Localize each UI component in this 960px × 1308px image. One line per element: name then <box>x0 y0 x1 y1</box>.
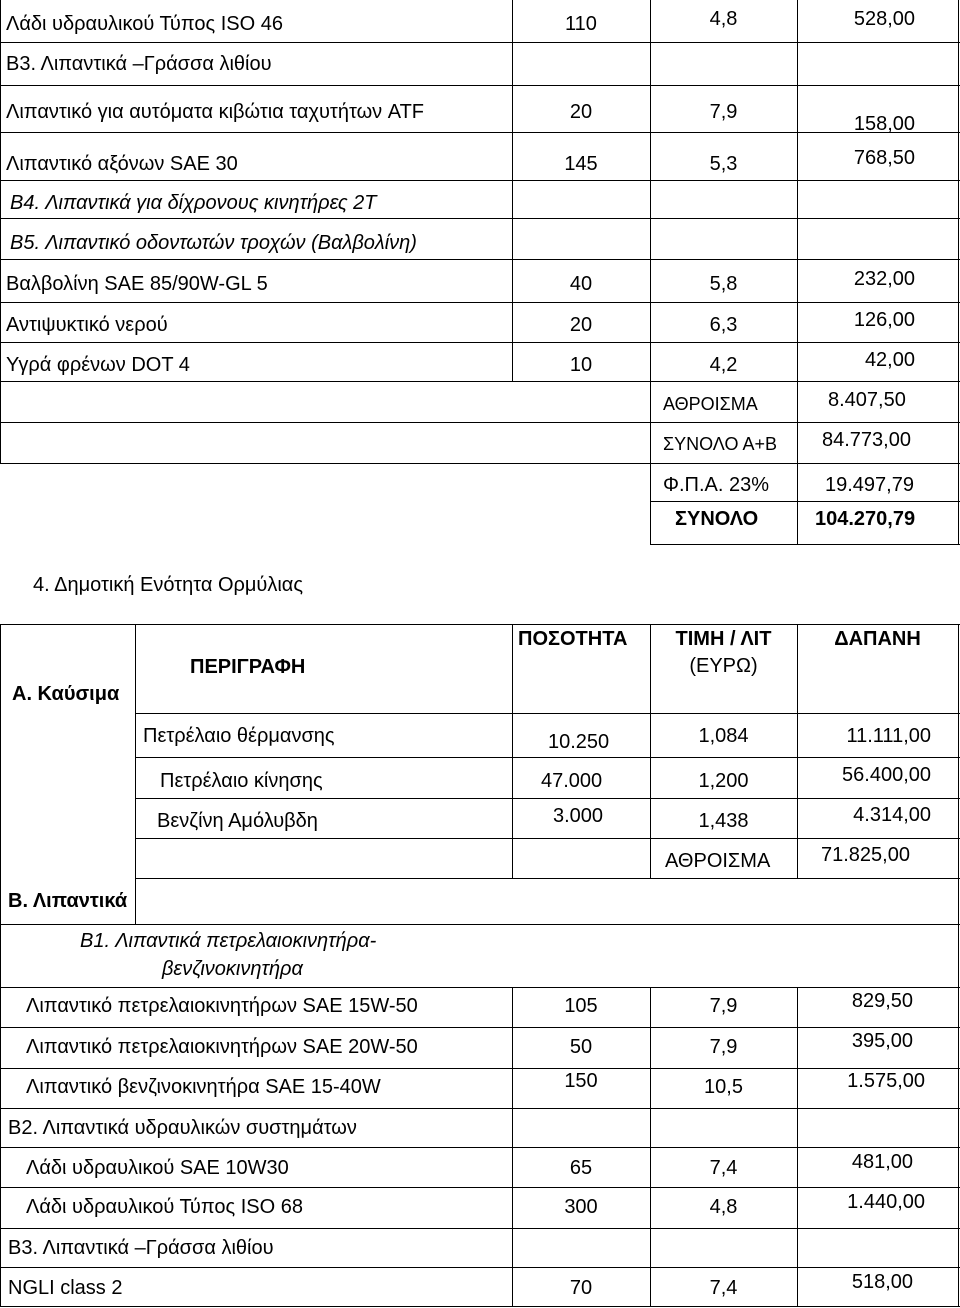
table-rule <box>512 624 513 878</box>
fuel-price: 1,438 <box>698 810 749 832</box>
row-quantity: 20 <box>569 101 593 123</box>
group-heading: Β3. Λιπαντικά –Γράσσα λιθίου <box>8 1237 274 1259</box>
row-price: 4,8 <box>709 8 738 30</box>
table-rule <box>135 798 960 799</box>
table-rule <box>135 624 136 924</box>
row-quantity: 110 <box>565 13 597 35</box>
column-header-price-unit: (ΕΥΡΩ) <box>689 655 758 677</box>
lubricant-quantity: 105 <box>564 995 598 1017</box>
table-rule <box>135 757 960 758</box>
table-rule <box>0 463 960 464</box>
table-rule <box>650 544 960 545</box>
table-rule <box>0 42 960 43</box>
lubricant-description: Λάδι υδραυλικού SAE 10W30 <box>26 1157 289 1179</box>
lubricant-cost: 1.575,00 <box>847 1070 925 1092</box>
row-cost: 768,50 <box>853 147 915 169</box>
row-cost: 42,00 <box>864 349 915 371</box>
lubricant-description: Λάδι υδραυλικού Τύπος ISO 68 <box>26 1196 303 1218</box>
table-rule <box>0 1027 960 1028</box>
fuel-quantity: 3.000 <box>553 805 604 827</box>
fuel-description: Πετρέλαιο θέρμανσης <box>143 725 335 747</box>
row-cost: 126,00 <box>853 309 915 331</box>
table-rule <box>650 0 651 544</box>
lubricant-quantity: 300 <box>564 1196 598 1218</box>
fuel-price: 1,200 <box>698 770 749 792</box>
lubricant-cost: 395,00 <box>851 1030 913 1052</box>
total-ab-label: ΣΥΝΟΛΟ Α+Β <box>663 434 777 454</box>
table-rule <box>797 624 798 878</box>
fuel-quantity: 47.000 <box>541 770 603 792</box>
sum-value: 8.407,50 <box>828 389 906 411</box>
grand-total-label: ΣΥΝΟΛΟ <box>675 508 759 530</box>
subgroup-code <box>80 930 376 952</box>
table-rule <box>135 713 960 714</box>
table-rule <box>0 180 960 181</box>
fuel-cost: 56.400,00 <box>842 764 931 786</box>
table-rule <box>0 1228 960 1229</box>
table-rule <box>0 1147 960 1148</box>
row-price: 6,3 <box>709 314 738 336</box>
row-cost: 158,00 <box>853 113 915 135</box>
section-title: 4. Δημοτική Ενότητα Ορμύλιας <box>33 574 303 596</box>
row-price: 5,3 <box>709 153 738 175</box>
column-header-quantity: ΠΟΣΟΤΗΤΑ <box>518 628 628 650</box>
lubricant-quantity: 70 <box>569 1277 593 1299</box>
sum-label: ΑΘΡΟΙΣΜΑ <box>663 394 758 414</box>
fuel-cost: 11.111,00 <box>846 725 931 747</box>
table-rule <box>0 1068 960 1069</box>
table-rule <box>958 0 959 544</box>
lubricant-price: 7,9 <box>709 1036 738 1058</box>
fuel-price: 1,084 <box>698 725 749 747</box>
table-rule <box>0 381 960 382</box>
total-ab-value: 84.773,00 <box>822 429 911 451</box>
table-rule <box>0 422 960 423</box>
table-rule <box>650 987 651 1306</box>
row-cost: 232,00 <box>853 268 915 290</box>
lubricant-cost: 518,00 <box>851 1271 913 1293</box>
row-description: Λάδι υδραυλικού Τύπος ISO 46 <box>6 13 283 35</box>
row-description: Υγρά φρένων DOT 4 <box>6 354 190 376</box>
lubricant-price: 7,9 <box>709 995 738 1017</box>
table-rule <box>0 924 960 925</box>
table-rule <box>0 259 960 260</box>
table-rule <box>0 987 960 988</box>
row-description: Αντιψυκτικό νερού <box>6 314 168 336</box>
group-heading: Β2. Λιπαντικά υδραυλικών συστημάτων <box>8 1117 357 1139</box>
row-quantity: 10 <box>569 354 593 376</box>
vat-value: 19.497,79 <box>825 474 914 496</box>
row-cost: 528,00 <box>853 8 915 30</box>
category-a-label: Α. Καύσιμα <box>12 683 120 705</box>
row-price: 7,9 <box>709 101 738 123</box>
fuel-description: Πετρέλαιο κίνησης <box>160 770 323 792</box>
lubricant-quantity: 65 <box>569 1157 593 1179</box>
fuels-sum-label: ΑΘΡΟΙΣΜΑ <box>665 850 771 872</box>
table-rule <box>0 0 1 463</box>
lubricant-description: NGLI class 2 <box>8 1277 123 1299</box>
lubricant-quantity: 150 <box>564 1070 598 1092</box>
lubricant-price: 10,5 <box>704 1076 743 1098</box>
row-price: 5,8 <box>709 273 738 295</box>
lubricant-cost: 1.440,00 <box>847 1191 925 1213</box>
grand-total-value: 104.270,79 <box>815 508 916 530</box>
table-rule <box>0 342 960 343</box>
table-rule <box>0 1187 960 1188</box>
lubricant-description: Λιπαντικό βενζινοκινητήρα SAE 15-40W <box>26 1076 381 1098</box>
table-rule <box>0 1108 960 1109</box>
table-rule <box>0 1267 960 1268</box>
row-description: Λιπαντικό αξόνων SAE 30 <box>6 153 238 175</box>
group-heading: Β5. Λιπαντικό οδοντωτών τροχών (Βαλβολίνη) <box>10 232 417 254</box>
table-rule <box>0 85 960 86</box>
group-heading: Β3. Λιπαντικά –Γράσσα λιθίου <box>6 53 272 75</box>
table-rule <box>0 1306 960 1307</box>
lubricant-price: 4,8 <box>709 1196 738 1218</box>
category-b-label: Β. Λιπαντικά <box>8 890 128 912</box>
row-quantity: 145 <box>564 153 598 175</box>
lubricant-price: 7,4 <box>709 1277 738 1299</box>
lubricant-quantity: 50 <box>569 1036 593 1058</box>
fuel-description: Βενζίνη Αμόλυβδη <box>157 810 318 832</box>
subgroup-heading-cont: βενζινοκινητήρα <box>162 958 303 980</box>
table-rule <box>512 987 513 1306</box>
fuel-cost: 4.314,00 <box>853 804 931 826</box>
table-rule <box>135 838 960 839</box>
vat-label: Φ.Π.Α. 23% <box>663 474 769 496</box>
column-header-description: ΠΕΡΙΓΡΑΦΗ <box>190 656 306 678</box>
table-rule <box>0 218 960 219</box>
row-price: 4,2 <box>709 354 738 376</box>
subgroup-heading: Β1. Λιπαντικά πετρελαιοκινητήρα- <box>80 930 377 952</box>
row-quantity: 20 <box>569 314 593 336</box>
column-header-price: ΤΙΜΗ / ΛΙΤ <box>675 628 772 650</box>
table-rule <box>0 624 1 1306</box>
table-rule <box>0 302 960 303</box>
fuels-sum-value: 71.825,00 <box>821 844 910 866</box>
fuel-quantity: 10.250 <box>548 731 610 753</box>
table-rule <box>0 624 960 625</box>
lubricant-description: Λιπαντικό πετρελαιοκινητήρων SAE 20W-50 <box>26 1036 418 1058</box>
lubricant-cost: 829,50 <box>851 990 913 1012</box>
table-rule <box>135 878 960 879</box>
lubricant-price: 7,4 <box>709 1157 738 1179</box>
row-description: Βαλβολίνη SAE 85/90W-GL 5 <box>6 273 268 295</box>
lubricant-cost: 481,00 <box>851 1151 913 1173</box>
row-quantity: 40 <box>569 273 593 295</box>
group-heading: Β4. Λιπαντικά για δίχρονους κινητήρες 2Τ <box>10 192 377 214</box>
lubricant-description: Λιπαντικό πετρελαιοκινητήρων SAE 15W-50 <box>26 995 418 1017</box>
table-rule <box>958 624 959 1306</box>
row-description: Λιπαντικό για αυτόματα κιβώτια ταχυτήτων ATF <box>6 101 425 123</box>
column-header-cost: ΔΑΠΑΝΗ <box>834 628 921 650</box>
table-rule <box>650 501 960 502</box>
